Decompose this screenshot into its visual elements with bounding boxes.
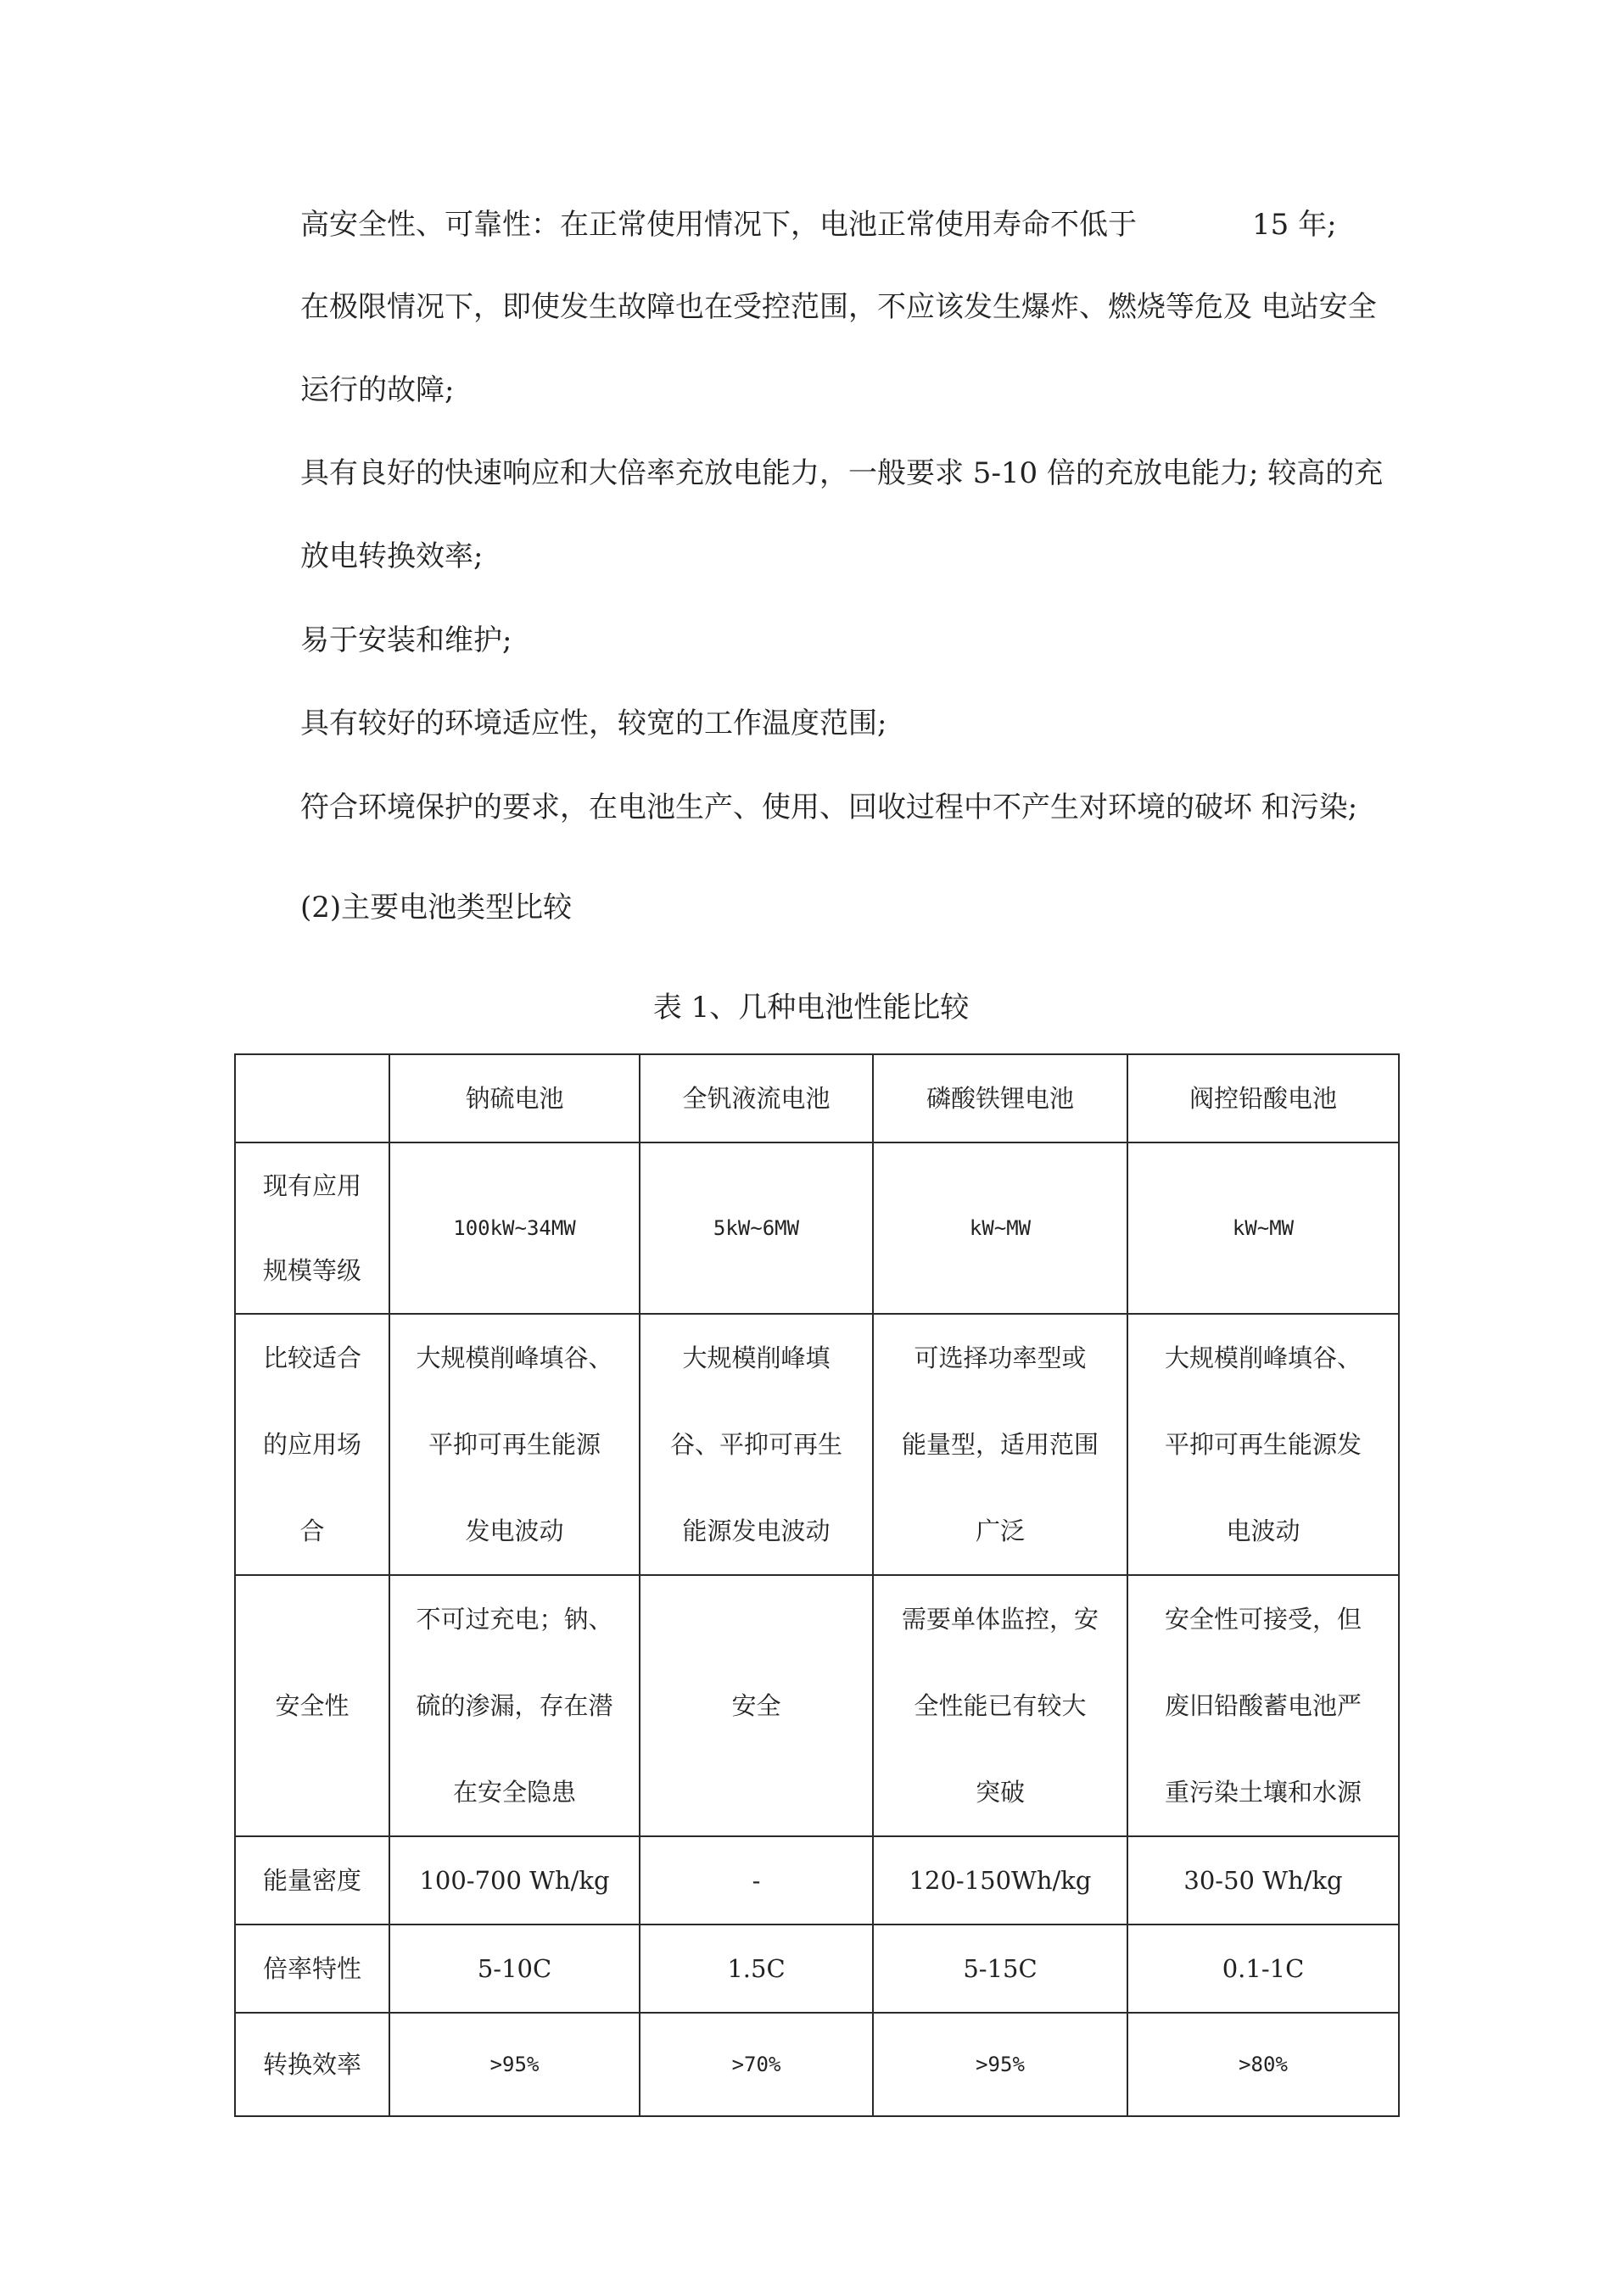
cell-efficiency-vrb: >70%	[640, 2013, 873, 2116]
table-row	[235, 1925, 1399, 2013]
cell-safety-nas: 不可过充电；钠、 硫的渗漏，存在潜 在安全隐患	[389, 1575, 640, 1836]
row-label-scale: 现有应用 规模等级	[235, 1142, 389, 1314]
paragraph-protection: 符合环境保护的要求，在电池生产、使用、回收过程中不产生对环境的破坏 和污染;	[300, 790, 1358, 824]
table-caption: 表 1、几种电池性能比较	[652, 991, 970, 1025]
row-label-efficiency: 转换效率	[235, 2013, 389, 2116]
cell-application-lfp: 可选择功率型或 能量型，适用范围 广泛	[873, 1314, 1127, 1575]
cell-efficiency-lfp: >95%	[873, 2013, 1127, 2116]
row-label-rate: 倍率特性	[235, 1925, 389, 2013]
cell-scale-vrla: kW~MW	[1127, 1142, 1399, 1314]
row-label-application: 比较适合 的应用场 合	[235, 1314, 389, 1575]
cell-rate-vrb: 1.5C	[640, 1925, 873, 2013]
header-cell-lfp: 磷酸铁锂电池	[873, 1054, 1127, 1142]
cell-application-nas: 大规模削峰填谷、 平抑可再生能源 发电波动	[389, 1314, 640, 1575]
table-row	[235, 1314, 1399, 1575]
header-cell-vrla: 阀控铅酸电池	[1127, 1054, 1399, 1142]
cell-rate-vrla: 0.1-1C	[1127, 1925, 1399, 2013]
cell-safety-vrla: 安全性可接受，但 废旧铅酸蓄电池严 重污染土壤和水源	[1127, 1575, 1399, 1836]
battery-comparison-table	[234, 1053, 1400, 2117]
paragraph-response: 具有良好的快速响应和大倍率充放电能力，一般要求 5-10 倍的充放电能力; 较高的充	[300, 456, 1384, 490]
row-label-energy-density: 能量密度	[235, 1836, 389, 1925]
cell-application-vrla: 大规模削峰填谷、 平抑可再生能源发 电波动	[1127, 1314, 1399, 1575]
section-heading: (2)主要电池类型比较	[300, 891, 573, 925]
table-header-row	[235, 1054, 1399, 1142]
cell-rate-lfp: 5-15C	[873, 1925, 1127, 2013]
cell-scale-vrb: 5kW~6MW	[640, 1142, 873, 1314]
table-row	[235, 1575, 1399, 1836]
paragraph-limit-conditions-cont: 运行的故障;	[300, 373, 455, 407]
cell-rate-nas: 5-10C	[389, 1925, 640, 2013]
paragraph-safety: 高安全性、可靠性：在正常使用情况下，电池正常使用寿命不低于 15 年;	[300, 208, 1337, 242]
table-row	[235, 2013, 1399, 2116]
cell-scale-lfp: kW~MW	[873, 1142, 1127, 1314]
cell-energy-vrla: 30-50 Wh/kg	[1127, 1836, 1399, 1925]
paragraph-maintenance: 易于安装和维护;	[300, 623, 512, 657]
cell-efficiency-nas: >95%	[389, 2013, 640, 2116]
row-label-safety: 安全性	[235, 1575, 389, 1836]
paragraph-limit-conditions: 在极限情况下，即使发生故障也在受控范围，不应该发生爆炸、燃烧等危及 电站安全	[300, 290, 1377, 324]
cell-scale-nas: 100kW~34MW	[389, 1142, 640, 1314]
header-cell-empty	[235, 1054, 389, 1142]
table-row	[235, 1142, 1399, 1314]
cell-energy-vrb: -	[640, 1836, 873, 1925]
paragraph-environment: 具有较好的环境适应性，较宽的工作温度范围;	[300, 707, 887, 740]
cell-safety-vrb: 安全	[640, 1575, 873, 1836]
cell-efficiency-vrla: >80%	[1127, 2013, 1399, 2116]
cell-safety-lfp: 需要单体监控，安 全性能已有较大 突破	[873, 1575, 1127, 1836]
cell-energy-lfp: 120-150Wh/kg	[873, 1836, 1127, 1925]
cell-application-vrb: 大规模削峰填 谷、平抑可再生 能源发电波动	[640, 1314, 873, 1575]
header-cell-vrb: 全钒液流电池	[640, 1054, 873, 1142]
paragraph-response-cont: 放电转换效率;	[300, 539, 484, 573]
cell-energy-nas: 100-700 Wh/kg	[389, 1836, 640, 1925]
table-row	[235, 1836, 1399, 1925]
header-cell-nas: 钠硫电池	[389, 1054, 640, 1142]
